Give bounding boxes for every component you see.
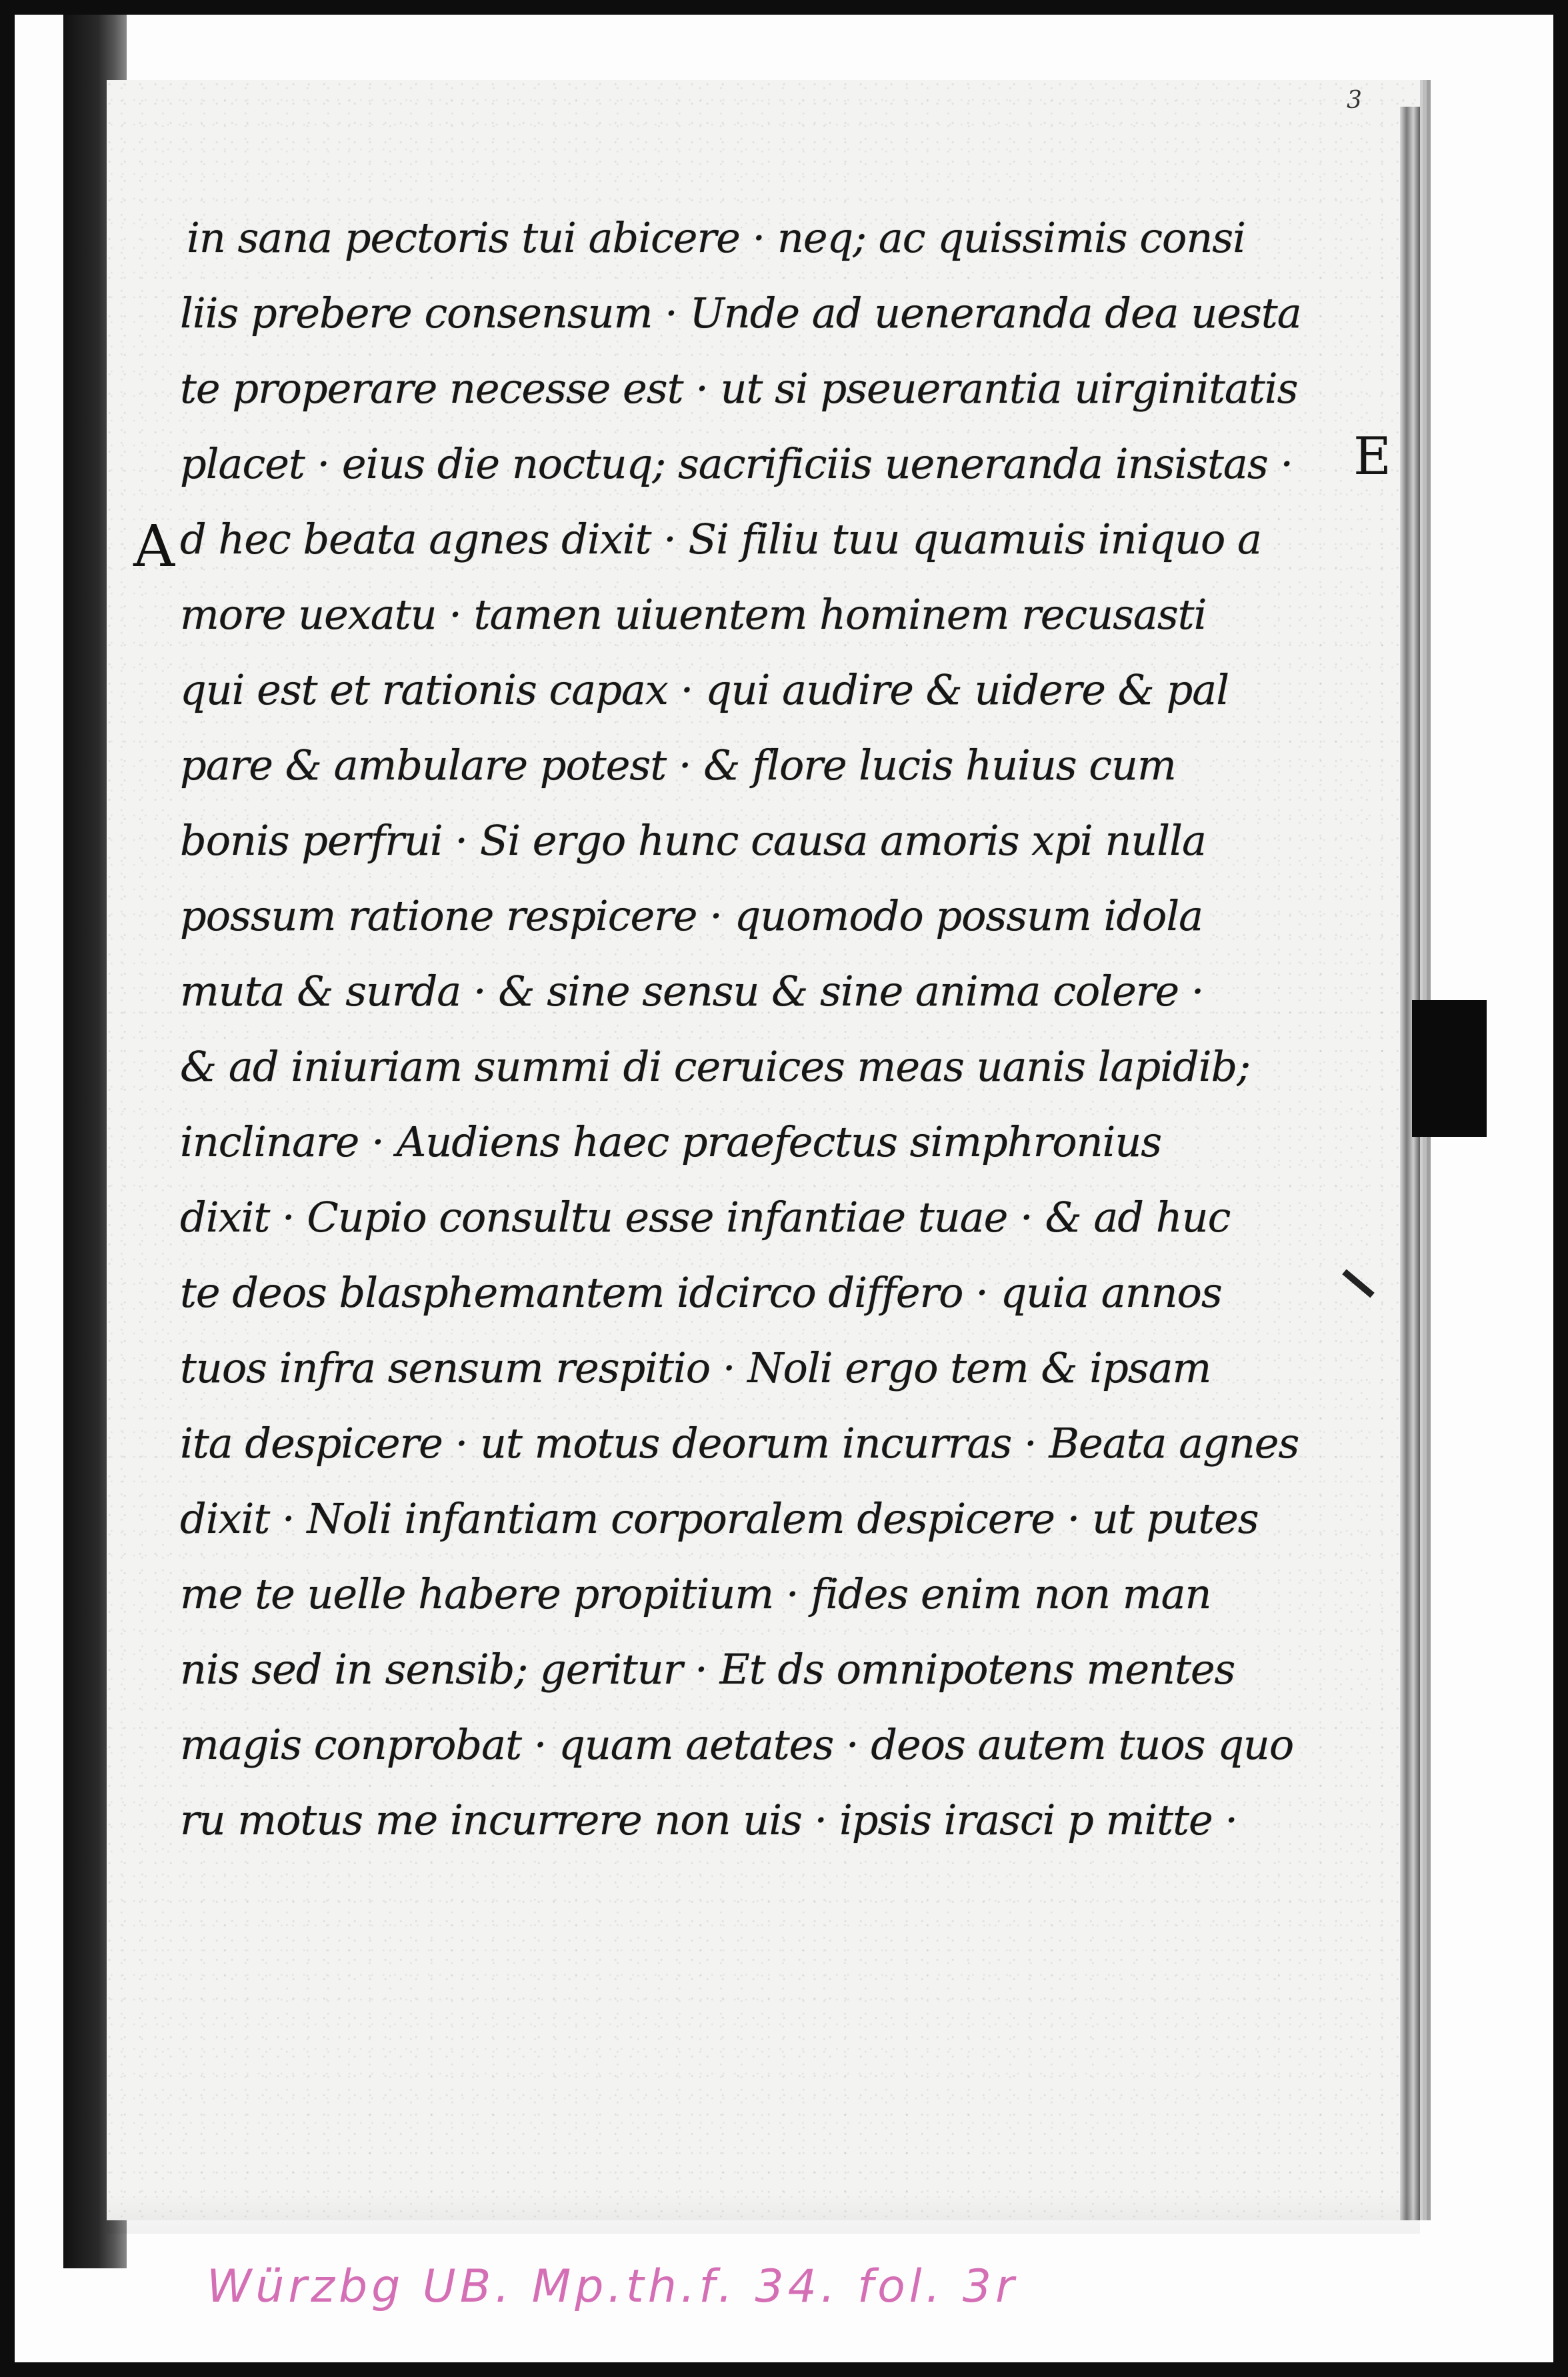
text-line: tuos infra sensum respitio · Noli ergo tem & ipsam [180, 1344, 1211, 1392]
text-line: qui est et rationis capax · qui audire & uidere & pal [180, 665, 1229, 714]
text-line: te deos blasphemantem idcirco differo · quia annos [180, 1268, 1222, 1317]
text-line: ita despicere · ut motus deorum incurras · Beata agnes [180, 1419, 1299, 1468]
text-line: ru motus me incurrere non uis · ipsis irasci p mitte · [180, 1796, 1238, 1844]
page-edge [1400, 107, 1420, 2220]
text-line: d hec beata agnes dixit · Si filiu tuu quamuis iniquo a [180, 515, 1261, 563]
shelfmark-annotation: Würzbg UB. Mp.th.f. 34. fol. 3r [207, 2260, 1019, 2313]
text-line: me te uelle habere propitium · fides enim non man [180, 1570, 1211, 1618]
text-line: magis conprobat · quam aetates · deos autem tuos quo [180, 1720, 1294, 1769]
text-line: & ad iniuriam summi di ceruices meas uanis lapidib; [180, 1042, 1251, 1091]
text-line: te properare necesse est · ut si pseuerantia uirginitatis [180, 364, 1298, 413]
text-line: liis prebere consensum · Unde ad ueneranda dea uesta [180, 289, 1301, 337]
folio-number: 3 [1347, 87, 1362, 114]
text-line: possum ratione respicere · quomodo possum idola [180, 891, 1203, 940]
text-line: placet · eius die noctuq; sacrificiis ueneranda insistas · [180, 439, 1293, 488]
initial-letter-a: A [133, 513, 175, 580]
text-line: more uexatu · tamen uiuentem hominem recusasti [180, 590, 1207, 639]
black-tab-marker [1412, 1000, 1487, 1137]
text-line: nis sed in sensib; geritur · Et ds omnipotens mentes [180, 1645, 1235, 1694]
text-line: inclinare · Audiens haec praefectus simphronius [180, 1117, 1162, 1166]
text-line: in sana pectoris tui abicere · neq; ac quissimis consi [187, 213, 1245, 262]
text-line: dixit · Cupio consultu esse infantiae tuae · & ad huc [180, 1193, 1231, 1242]
text-line: dixit · Noli infantiam corporalem despicere · ut putes [180, 1494, 1259, 1543]
text-line: bonis perfrui · Si ergo hunc causa amoris xpi nulla [180, 816, 1206, 865]
margin-initial: E [1353, 427, 1391, 487]
text-line: muta & surda · & sine sensu & sine anima colere · [180, 967, 1204, 1015]
text-line: pare & ambulare potest · & flore lucis huius cum [180, 741, 1176, 789]
page-bottom-shade [107, 2194, 1420, 2234]
manuscript-text [180, 200, 1333, 1858]
